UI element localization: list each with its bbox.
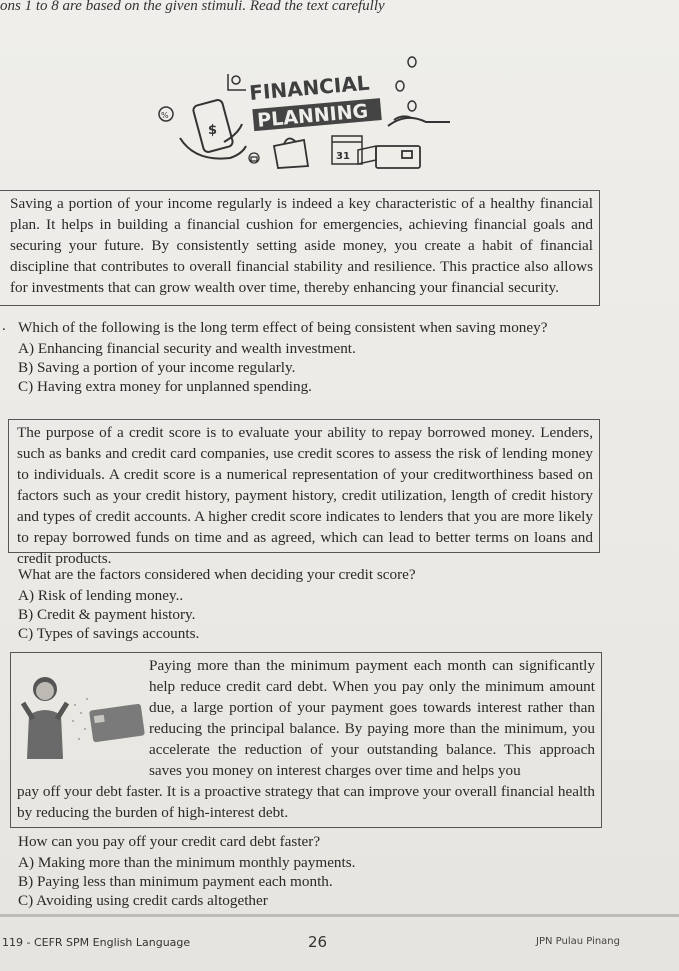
financial-planning-banner — [150, 50, 460, 180]
percent-badge-icon — [159, 107, 173, 121]
chart-icon — [228, 74, 246, 90]
footer-book-title: 119 - CEFR SPM English Language — [2, 936, 191, 949]
option-b[interactable]: B) Saving a portion of your income regularly. — [18, 359, 296, 376]
option-b[interactable]: B) Paying less than minimum payment each month. — [18, 873, 333, 890]
option-c[interactable]: C) Avoiding using credit cards altogether — [18, 892, 268, 909]
passage-tail-text: pay off your debt faster. It is a proactive strategy that can improve your overall financial health by reducing the burden of high-interest debt. — [17, 783, 595, 821]
question-marker: . — [2, 318, 6, 334]
coin-symbol: $ — [208, 123, 218, 138]
giving-hand-icon — [388, 116, 450, 126]
passage-right-text: Paying more than the minimum payment each month can significantly help reduce credit card debt. When you pay only the minimum amount due, a large portion of your payment goes towards interest rather than reducing the principal balance. By paying more than the minimum, you accelerate the reduction of your outstanding balance. This approach saves you money on interest charges over time and helps you — [149, 657, 595, 779]
question-stem: Which of the following is the long term effect of being consistent when saving money? — [18, 319, 548, 336]
lock-icon — [249, 153, 259, 163]
coins-icon — [396, 57, 416, 111]
option-a[interactable]: A) Risk of lending money.. — [18, 587, 184, 604]
banner-title-line1: FINANCIAL — [248, 70, 371, 105]
option-a[interactable]: A) Enhancing financial security and wealth investment. — [18, 340, 356, 357]
question-3 — [18, 832, 355, 910]
question-2 — [18, 565, 416, 643]
question-stem: What are the factors considered when deciding your credit score? — [18, 566, 416, 583]
option-b[interactable]: B) Credit & payment history. — [18, 606, 196, 623]
svg-text:31: 31 — [336, 151, 350, 162]
wallet-icon — [376, 146, 420, 168]
passage-credit-card-debt — [10, 652, 602, 828]
instructions-text: ons 1 to 8 are based on the given stimuli. Read the text carefully — [0, 0, 385, 14]
money-stack-icon — [358, 146, 376, 164]
passage-savings: Saving a portion of your income regularly is indeed a key characteristic of a healthy financial plan. It helps in building a financial cushion for emergencies, achieving financial goals and securing your future. By consistently setting aside money, you create a habit of financial discipline that contributes to overall financial stability and resilience. This practice also allows for investments that can grow wealth over time, thereby enhancing your financial security. — [0, 190, 600, 306]
banner-title-line2: PLANNING — [256, 100, 370, 132]
passage-credit-score: The purpose of a credit score is to evaluate your ability to repay borrowed money. Lenders, such as banks and credit card companies, use credit scores to assess the risk of lending money to individuals. A credit score is a numerical representation of your creditworthiness based on factors such as your credit history, payment history, credit utilization, length of credit history and types of credit accounts. A higher credit score indicates to lenders that you are more likely to repay borrowed funds on time and as agreed, which can lead to better terms on loans and credit products. — [8, 419, 600, 553]
option-c[interactable]: C) Having extra money for unplanned spending. — [18, 378, 312, 395]
footer-publisher: JPN Pulau Pinang — [536, 936, 620, 947]
option-c[interactable]: C) Types of savings accounts. — [18, 625, 200, 642]
option-a[interactable]: A) Making more than the minimum monthly payments. — [18, 854, 356, 871]
footer-divider — [0, 914, 679, 917]
page-number: 26 — [308, 933, 328, 951]
worried-man-with-card-illustration — [15, 659, 145, 777]
question-stem: How can you pay off your credit card debt faster? — [18, 833, 321, 850]
question-1 — [18, 318, 547, 396]
svg-text:%: % — [161, 111, 169, 120]
shopping-bag-icon — [274, 138, 308, 168]
